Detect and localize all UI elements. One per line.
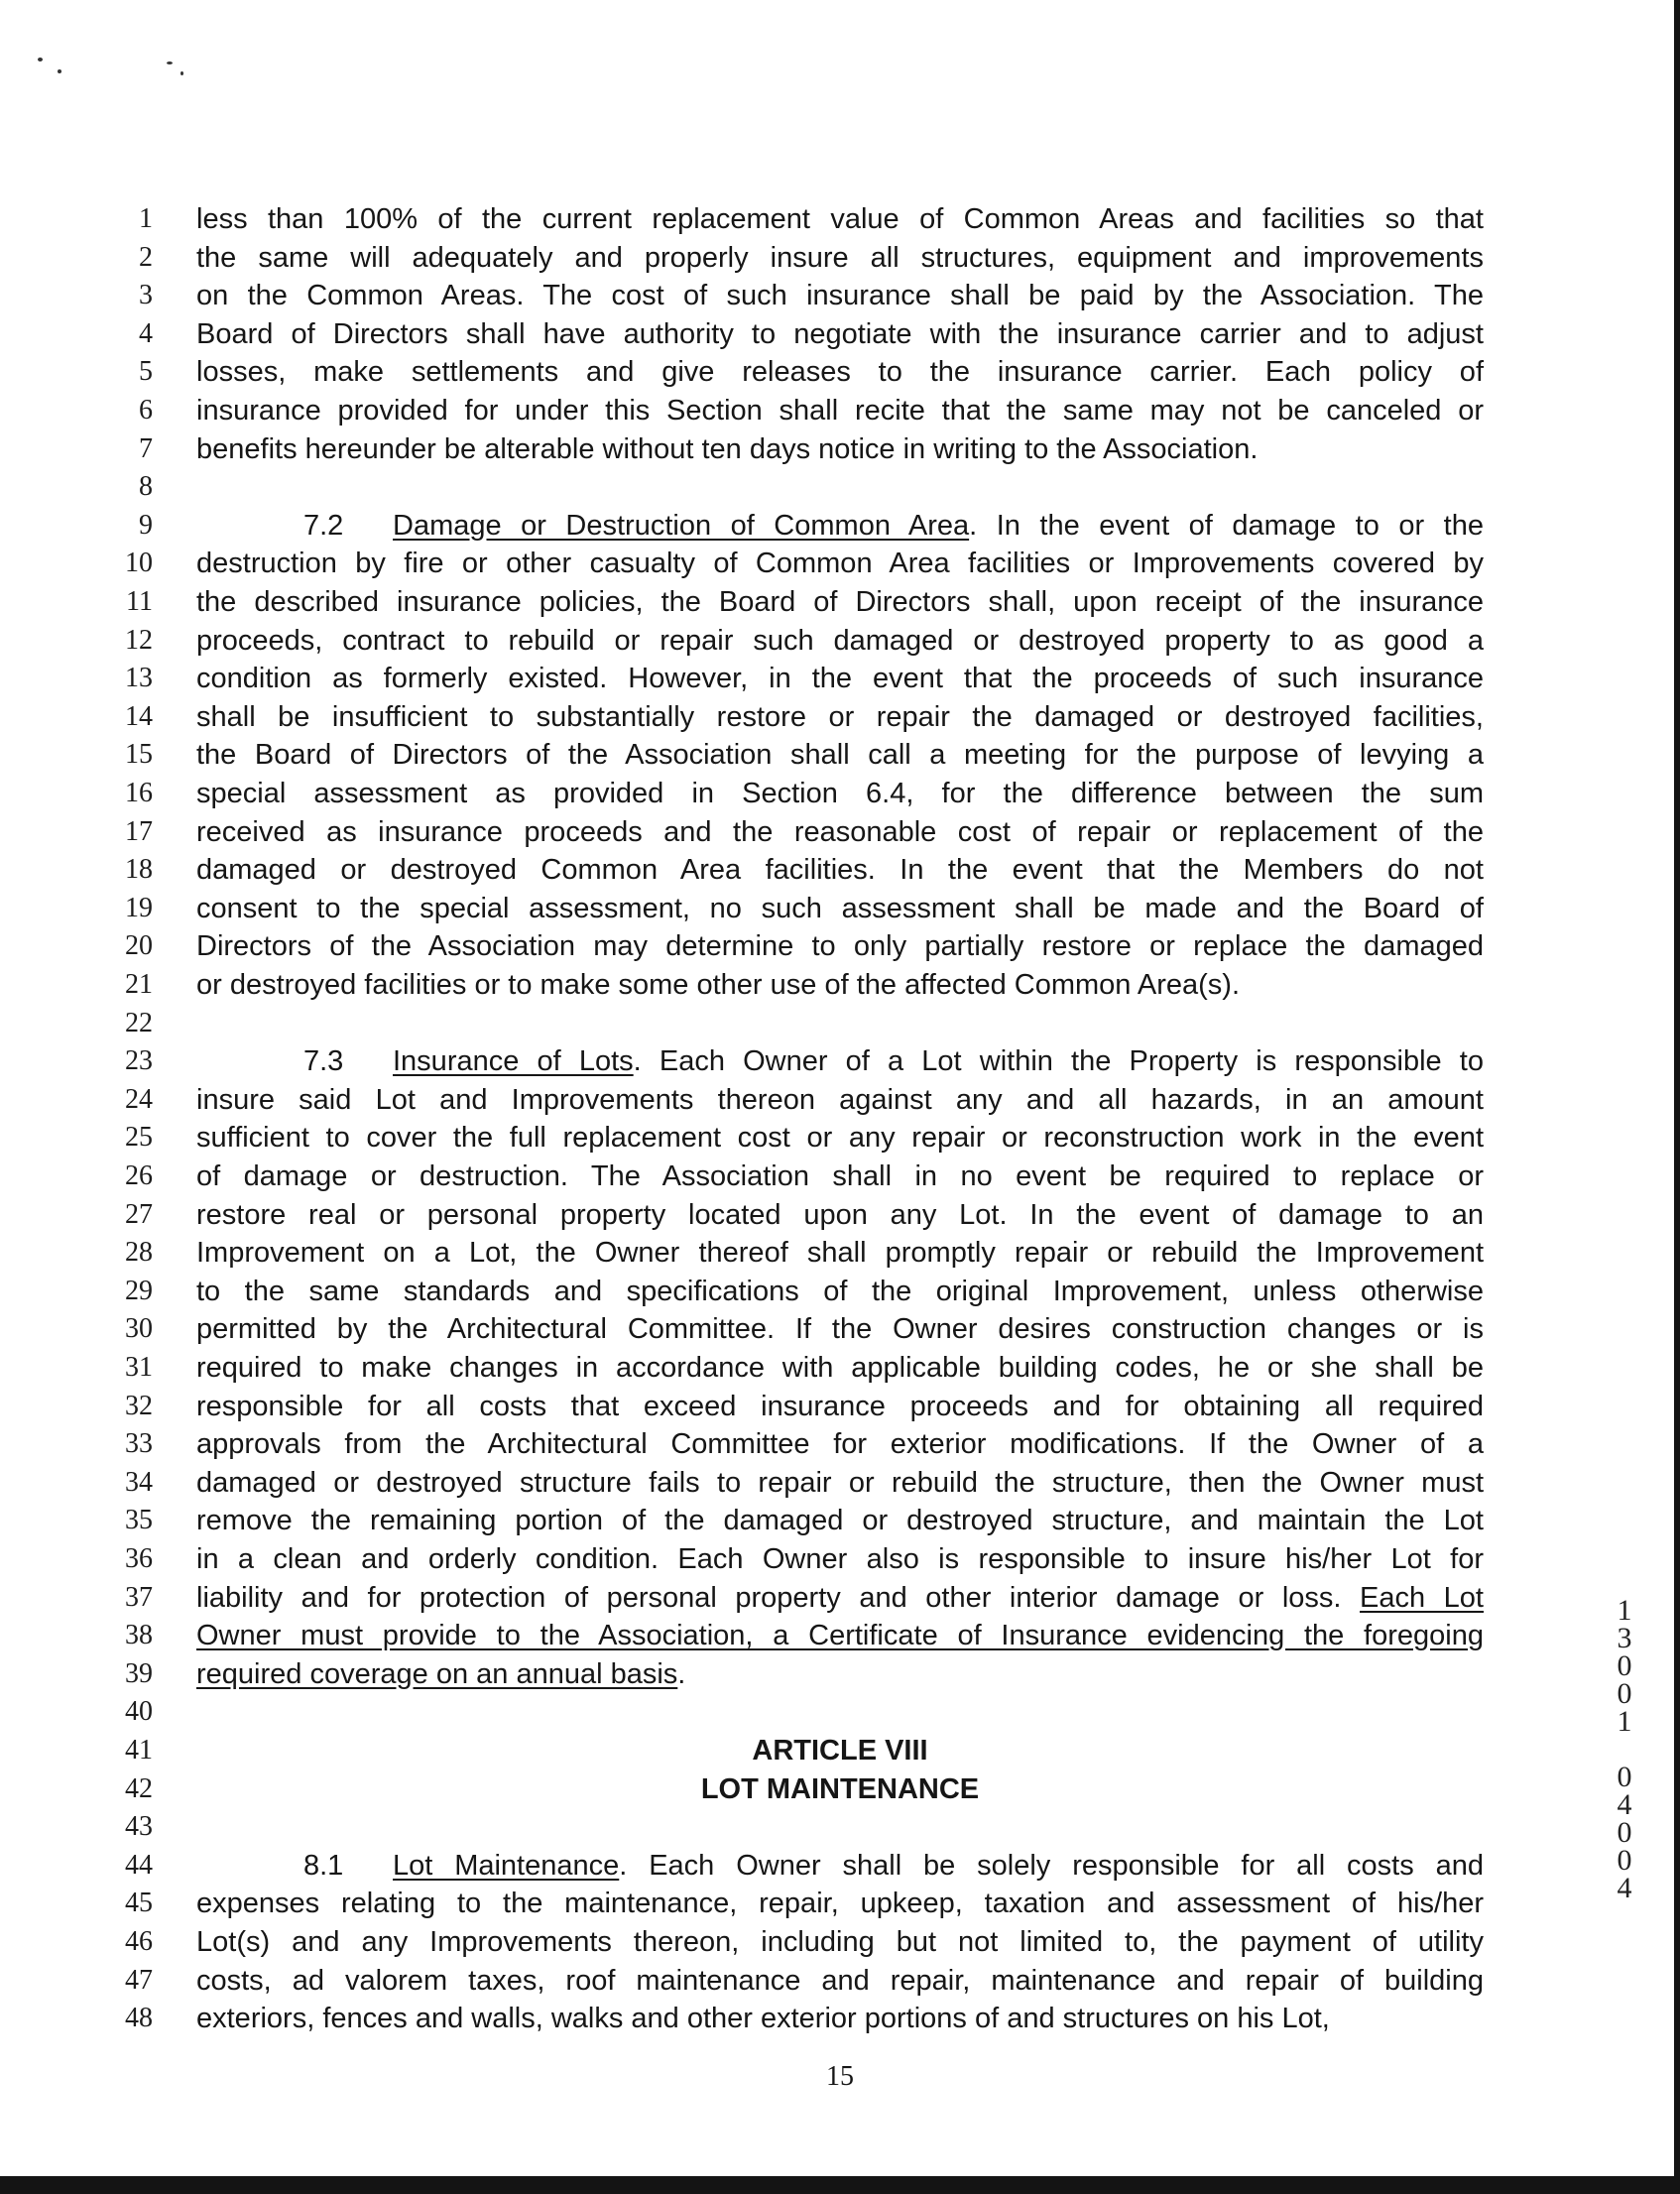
document-line — [0, 1732, 1680, 1769]
line-number: 22 — [125, 1008, 153, 1038]
document-line — [0, 315, 1680, 353]
line-number: 21 — [125, 969, 153, 1000]
line-number: 15 — [125, 739, 153, 770]
scan-speck — [58, 69, 61, 73]
plain-text: Lot(s) and any Improvements thereon, including but not limited to, the payment of utility — [196, 1926, 1484, 1958]
plain-text: costs, ad valorem taxes, roof maintenance and repair, maintenance and repair of building — [196, 1965, 1484, 1997]
document-line — [0, 1540, 1680, 1578]
plain-text: shall be insufficient to substantially restore or repair the damaged or destroyed facilities, — [196, 701, 1484, 733]
line-number: 19 — [125, 893, 153, 923]
line-text — [196, 1502, 1484, 1539]
line-text — [196, 200, 1484, 238]
document-line — [0, 200, 1680, 238]
line-number: 32 — [125, 1391, 153, 1421]
line-number: 34 — [125, 1467, 153, 1498]
document-line — [0, 2000, 1680, 2037]
scan-speck — [180, 71, 183, 75]
line-number: 4 — [139, 318, 153, 349]
document-line — [0, 1502, 1680, 1539]
line-number: 26 — [125, 1160, 153, 1191]
scan-speck — [167, 61, 173, 64]
plain-text: damaged or destroyed Common Area facilities. In the event that the Members do not — [196, 854, 1484, 886]
line-text — [196, 1425, 1484, 1463]
document-line — [0, 1655, 1680, 1693]
line-text — [196, 1196, 1484, 1234]
line-text — [196, 1234, 1484, 1272]
document-line — [0, 736, 1680, 774]
document-line — [0, 1617, 1680, 1654]
document-line — [0, 1464, 1680, 1502]
document-line — [0, 277, 1680, 314]
article-heading: LOT MAINTENANCE — [700, 1773, 980, 1805]
line-text — [196, 315, 1484, 353]
line-text — [196, 1388, 1484, 1425]
line-text — [196, 1464, 1484, 1502]
plain-text: remove the remaining portion of the damaged or destroyed structure, and maintain the Lot — [196, 1505, 1484, 1536]
plain-text: expenses relating to the maintenance, repair, upkeep, taxation and assessment of his/her — [196, 1888, 1484, 1919]
line-number: 48 — [125, 2003, 153, 2033]
document-line — [0, 927, 1680, 965]
line-text — [196, 239, 1484, 277]
document-line — [0, 430, 1680, 468]
plain-text: insurance provided for under this Section shall recite that the same may not be canceled or — [196, 395, 1484, 427]
line-text — [303, 1847, 1484, 1885]
plain-text: on the Common Areas. The cost of such insurance shall be paid by the Association. The — [196, 280, 1484, 311]
line-text — [303, 1042, 1484, 1080]
document-line — [0, 353, 1680, 391]
scan-speck — [38, 58, 43, 61]
line-text — [196, 1119, 1484, 1157]
plain-text: less than 100% of the current replacement value of Common Areas and facilities so that — [196, 203, 1484, 235]
plain-text: exteriors, fences and walls, walks and other exterior portions of and structures on his Lot, — [196, 2003, 1330, 2034]
plain-text: approvals from the Architectural Committee for exterior modifications. If the Owner of a — [196, 1428, 1484, 1460]
stamp-digit: 0 — [1617, 1649, 1632, 1682]
line-text — [196, 1158, 1484, 1195]
section-text: . Each Owner shall be solely responsible for all costs and — [619, 1850, 1484, 1882]
document-line — [0, 468, 1680, 506]
plain-text: required to make changes in accordance with applicable building codes, he or she shall be — [196, 1352, 1484, 1384]
line-number: 37 — [125, 1582, 153, 1613]
section-text: . In the event of damage to or the — [969, 510, 1484, 542]
plain-text: to the same standards and specifications of the original Improvement, unless otherwise — [196, 1276, 1484, 1307]
line-number: 25 — [125, 1122, 153, 1153]
section-number: 7.3 — [303, 1045, 344, 1077]
line-text — [196, 1081, 1484, 1119]
line-text — [196, 966, 1484, 1004]
line-number: 14 — [125, 701, 153, 732]
document-line — [0, 851, 1680, 889]
page-number: 15 — [826, 2061, 854, 2092]
underlined-text: Owner must provide to the Association, a Certificate of Insurance evidencing the foregoing — [196, 1620, 1484, 1651]
line-text — [196, 1885, 1484, 1922]
line-text — [196, 1579, 1484, 1617]
document-line — [0, 1388, 1680, 1425]
line-text — [196, 430, 1484, 468]
line-number: 44 — [125, 1850, 153, 1881]
document-line — [0, 622, 1680, 660]
line-text — [196, 1540, 1484, 1578]
line-text — [196, 392, 1484, 429]
line-text — [196, 545, 1484, 582]
line-number: 17 — [125, 816, 153, 847]
line-number: 38 — [125, 1620, 153, 1650]
plain-text: losses, make settlements and give releases to the insurance carrier. Each policy of — [196, 356, 1484, 388]
plain-text: restore real or personal property located upon any Lot. In the event of damage to an — [196, 1199, 1484, 1231]
line-number: 1 — [139, 203, 153, 234]
stamp-digit: 1 — [1617, 1705, 1632, 1738]
line-text — [196, 622, 1484, 660]
section-number: 8.1 — [303, 1850, 344, 1882]
line-text — [196, 698, 1484, 736]
line-number: 9 — [139, 510, 153, 541]
line-text — [196, 851, 1484, 889]
line-text — [196, 1310, 1484, 1348]
document-line — [0, 545, 1680, 582]
stamp-digit: 3 — [1617, 1622, 1632, 1654]
plain-text: received as insurance proceeds and the reasonable cost of repair or replacement of the — [196, 816, 1484, 848]
line-text — [196, 660, 1484, 697]
line-number: 41 — [125, 1735, 153, 1766]
line-number: 27 — [125, 1199, 153, 1230]
article-heading: ARTICLE VIII — [752, 1735, 928, 1767]
document-line — [0, 1081, 1680, 1119]
stamp-digit: 4 — [1617, 1872, 1632, 1904]
line-number: 5 — [139, 356, 153, 387]
line-number: 10 — [125, 548, 153, 578]
line-number: 18 — [125, 854, 153, 885]
line-number: 40 — [125, 1696, 153, 1727]
line-text — [196, 736, 1484, 774]
line-number: 30 — [125, 1313, 153, 1344]
document-line — [0, 660, 1680, 697]
line-text — [196, 1655, 1484, 1693]
line-text — [196, 775, 1484, 812]
line-number: 11 — [126, 586, 153, 617]
scan-edge-bottom — [0, 2176, 1680, 2194]
plain-text: destruction by fire or other casualty of Common Area facilities or Improvements covered by — [196, 548, 1484, 579]
line-number: 36 — [125, 1543, 153, 1574]
line-number: 12 — [125, 625, 153, 656]
document-line — [0, 507, 1680, 545]
line-number: 13 — [125, 663, 153, 693]
plain-text: liability and for protection of personal property and other interior damage or loss. — [196, 1582, 1361, 1614]
document-line — [0, 1273, 1680, 1310]
plain-text: of damage or destruction. The Association shall in no event be required to replace or — [196, 1160, 1484, 1192]
line-text — [196, 1273, 1484, 1310]
document-line — [0, 1234, 1680, 1272]
document-line — [0, 1042, 1680, 1080]
line-number: 24 — [125, 1084, 153, 1115]
line-number: 45 — [125, 1888, 153, 1918]
line-text — [196, 927, 1484, 965]
plain-text: in a clean and orderly condition. Each Owner also is responsible to insure his/her Lot for — [196, 1543, 1484, 1575]
plain-text: . — [677, 1658, 686, 1690]
line-number: 29 — [125, 1276, 153, 1306]
plain-text: benefits hereunder be alterable without ten days notice in writing to the Association. — [196, 433, 1259, 465]
document-line — [0, 1962, 1680, 2000]
plain-text: the same will adequately and properly insure all structures, equipment and improvements — [196, 242, 1484, 274]
plain-text: consent to the special assessment, no such assessment shall be made and the Board of — [196, 893, 1484, 924]
plain-text: damaged or destroyed structure fails to repair or rebuild the structure, then the Owner must — [196, 1467, 1484, 1499]
line-text — [196, 1349, 1484, 1387]
document-line — [0, 813, 1680, 851]
plain-text: Directors of the Association may determine to only partially restore or replace the damaged — [196, 930, 1484, 962]
document-line — [0, 1005, 1680, 1042]
line-number: 2 — [139, 242, 153, 273]
line-number: 20 — [125, 930, 153, 961]
document-line — [0, 239, 1680, 277]
line-number: 43 — [125, 1811, 153, 1842]
line-number: 8 — [139, 471, 153, 502]
plain-text: Board of Directors shall have authority to negotiate with the insurance carrier and to adjust — [196, 318, 1484, 350]
document-line — [0, 1808, 1680, 1849]
line-number: 3 — [139, 280, 153, 310]
document-line — [0, 1119, 1680, 1157]
section-heading: Lot Maintenance — [393, 1850, 620, 1882]
side-bates-stamp — [1605, 1594, 1644, 1904]
line-number: 46 — [125, 1926, 153, 1957]
document-line — [0, 966, 1680, 1004]
line-number: 35 — [125, 1505, 153, 1535]
plain-text: sufficient to cover the full replacement cost or any repair or reconstruction work in the event — [196, 1122, 1484, 1154]
document-line — [0, 392, 1680, 429]
document-line — [0, 1349, 1680, 1387]
section-number: 7.2 — [303, 510, 344, 542]
line-text — [196, 2000, 1484, 2037]
stamp-digit: 4 — [1617, 1788, 1632, 1821]
stamp-digit: 0 — [1617, 1677, 1632, 1710]
line-text — [196, 353, 1484, 391]
line-text — [196, 583, 1484, 621]
plain-text: responsible for all costs that exceed insurance proceeds and for obtaining all required — [196, 1391, 1484, 1422]
line-number: 28 — [125, 1237, 153, 1268]
line-text — [196, 890, 1484, 927]
stamp-digit: 1 — [1617, 1594, 1632, 1627]
stamp-digit: 0 — [1617, 1844, 1632, 1877]
line-text — [196, 1617, 1484, 1654]
document-line — [0, 1310, 1680, 1348]
stamp-digit — [1605, 1736, 1644, 1764]
line-number: 6 — [139, 395, 153, 426]
document-line — [0, 1579, 1680, 1617]
underlined-text: Each Lot — [1360, 1582, 1484, 1614]
document-line — [0, 1196, 1680, 1234]
document-line — [0, 890, 1680, 927]
plain-text: insure said Lot and Improvements thereon against any and all hazards, in an amount — [196, 1084, 1484, 1116]
plain-text: or destroyed facilities or to make some other use of the affected Common Area(s). — [196, 969, 1241, 1001]
plain-text: the described insurance policies, the Board of Directors shall, upon receipt of the insurance — [196, 586, 1484, 618]
underlined-text: required coverage on an annual basis — [196, 1658, 678, 1690]
section-heading: Damage or Destruction of Common Area — [393, 510, 970, 542]
line-text — [196, 813, 1484, 851]
plain-text: condition as formerly existed. However, in the event that the proceeds of such insurance — [196, 663, 1484, 694]
line-number: 7 — [139, 433, 153, 464]
stamp-digit: 0 — [1617, 1816, 1632, 1849]
section-text: . Each Owner of a Lot within the Property is responsible to — [633, 1045, 1484, 1077]
line-number: 23 — [125, 1045, 153, 1076]
document-line — [0, 1693, 1680, 1731]
document-line — [0, 775, 1680, 812]
line-text — [303, 507, 1484, 545]
plain-text: the Board of Directors of the Association shall call a meeting for the purpose of levying a — [196, 739, 1484, 771]
line-text — [196, 1923, 1484, 1961]
section-heading: Insurance of Lots — [393, 1045, 634, 1077]
line-number: 39 — [125, 1658, 153, 1689]
document-line — [0, 1770, 1680, 1808]
line-number: 33 — [125, 1428, 153, 1459]
line-number: 16 — [125, 778, 153, 808]
plain-text: proceeds, contract to rebuild or repair such damaged or destroyed property to as good a — [196, 625, 1484, 657]
line-number: 42 — [125, 1773, 153, 1804]
line-text — [196, 1962, 1484, 2000]
document-line — [0, 1844, 1680, 1885]
plain-text: Improvement on a Lot, the Owner thereof shall promptly repair or rebuild the Improvement — [196, 1237, 1484, 1269]
line-text — [196, 277, 1484, 314]
line-number: 31 — [125, 1352, 153, 1383]
document-line — [0, 698, 1680, 736]
document-line — [0, 1923, 1680, 1961]
document-line — [0, 1425, 1680, 1463]
document-line — [0, 1158, 1680, 1195]
document-line — [0, 1885, 1680, 1922]
line-number: 47 — [125, 1965, 153, 1996]
document-line — [0, 583, 1680, 621]
plain-text: special assessment as provided in Section 6.4, for the difference between the sum — [196, 778, 1484, 809]
plain-text: permitted by the Architectural Committee. If the Owner desires construction changes or is — [196, 1313, 1484, 1345]
stamp-digit: 0 — [1617, 1761, 1632, 1793]
